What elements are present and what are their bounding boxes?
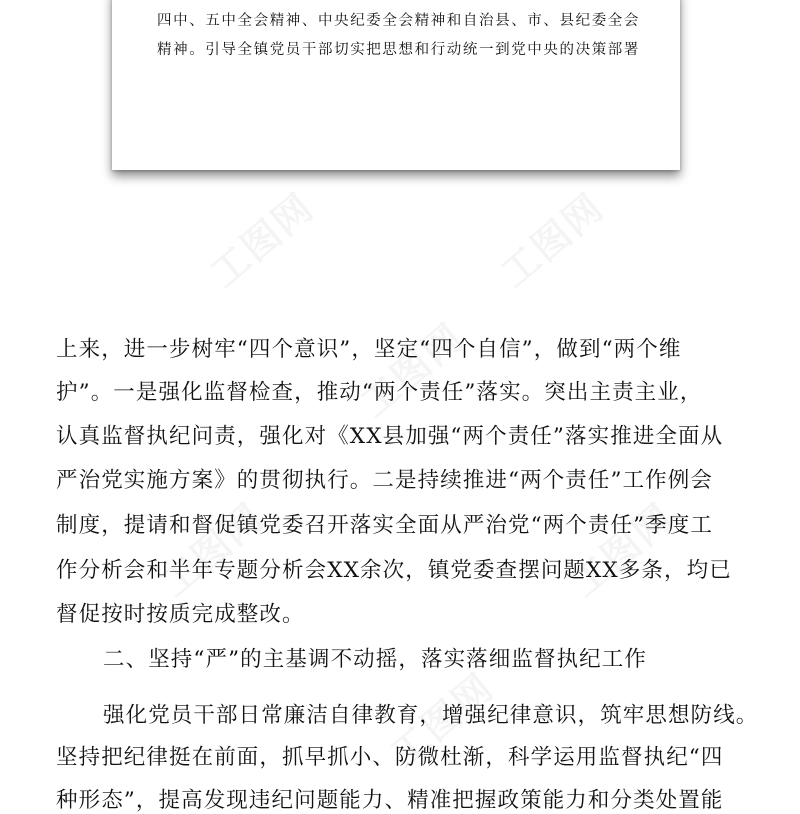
watermark	[146, 488, 273, 607]
body-text-line: 制度，提请和督促镇党委召开落实全面从严治党“两个责任”季度工	[56, 513, 713, 538]
watermark	[486, 178, 613, 297]
body-text-line: 严治党实施方案》的贯彻执行。二是持续推进“两个责任”工作例会	[56, 468, 713, 493]
previous-page-card	[112, 0, 680, 170]
body-text-line: 强化党员干部日常廉洁自律教育，增强纪律意识，筑牢思想防线。	[103, 703, 759, 728]
body-text-line: 护”。一是强化监督检查，推动“两个责任”落实。突出主责主业，	[56, 380, 703, 405]
body-text-line: 作分析会和半年专题分析会XX余次，镇党委查摆问题XX多条，均已	[56, 558, 732, 583]
body-text-line: 种形态”，提高发现违纪问题能力、精准把握政策能力和分类处置能	[56, 788, 724, 813]
watermark	[196, 178, 323, 297]
body-text-line: 认真监督执纪问责，强化对《XX县加强“两个责任”落实推进全面从	[56, 424, 724, 449]
body-text-line: 上来，进一步树牢“四个意识”，坚定“四个自信”，做到“两个维	[56, 337, 682, 362]
section-heading: 二、坚持“严”的主基调不动摇，落实落细监督执纪工作	[103, 647, 647, 672]
card-text-line: 四中、五中全会精神、中央纪委全会精神和自治县、市、县纪委全会	[157, 13, 640, 29]
card-text-line: 精神。引导全镇党员干部切实把思想和行动统一到党中央的决策部署	[157, 42, 640, 58]
body-text-line: 督促按时按质完成整改。	[56, 602, 305, 627]
watermark	[346, 308, 473, 427]
body-text-line: 坚持把纪律挺在前面，抓早抓小、防微杜渐，科学运用监督执纪“四	[56, 745, 724, 770]
watermark	[556, 488, 683, 607]
